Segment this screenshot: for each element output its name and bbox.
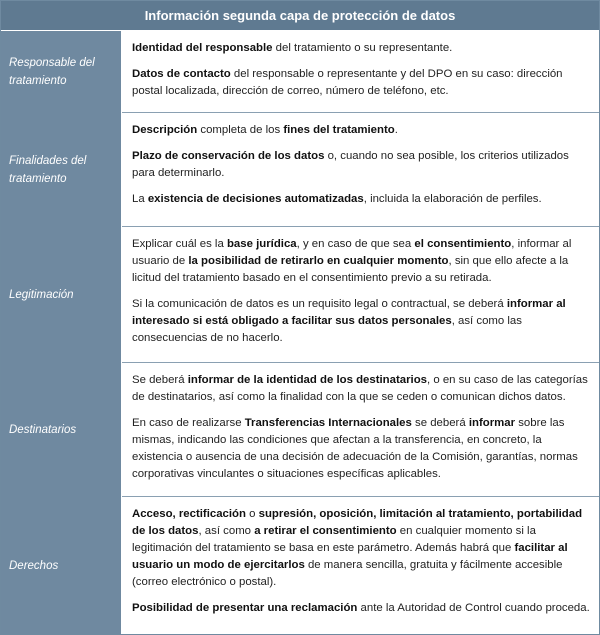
- paragraph: [132, 506, 591, 591]
- paragraph: [132, 40, 591, 57]
- text: La: [132, 193, 148, 205]
- text: o: [245, 508, 259, 520]
- text: se deberá: [411, 417, 469, 429]
- bold-text: existencia de decisiones automatizadas: [147, 193, 364, 205]
- text: , informar al usuario de: [132, 238, 572, 267]
- bold-text: Posibilidad de presentar una reclamación: [132, 602, 358, 614]
- row-content: [122, 363, 599, 497]
- text: de manera sencilla, gratuita y fácilmente accesible (correo electrónico o postal).: [132, 559, 563, 588]
- table-title: Información segunda capa de protección de datos: [1, 1, 599, 31]
- text: completa de los: [197, 124, 284, 136]
- row-label: Derechos: [1, 497, 122, 634]
- row-content: [122, 227, 599, 363]
- bold-text: a retirar el consentimiento: [254, 525, 397, 537]
- paragraph: [132, 415, 591, 483]
- text: , sin que ello afecte a la licitud del tratamiento basado en el consentimiento previo a su retirada.: [132, 255, 569, 284]
- text: , incluida la elaboración de perfiles.: [363, 193, 542, 205]
- text: Explicar cuál es la: [132, 238, 227, 250]
- text: Si la comunicación de datos es un requisito legal o contractual, se deberá: [132, 298, 507, 310]
- row-label: Responsable del tratamiento: [1, 31, 122, 113]
- text: en cualquier momento si la legitimación del tratamiento se basa en este parámetro. Además habrá que: [132, 525, 536, 554]
- bold-text: informar: [468, 417, 516, 429]
- text: En caso de realizarse: [132, 417, 245, 429]
- text: .: [394, 124, 398, 136]
- text: , así como las consecuencias de no hacerlo.: [132, 315, 522, 344]
- bold-text: Plazo de conservación de los datos: [132, 150, 325, 162]
- text: del tratamiento o su representante.: [272, 42, 453, 54]
- paragraph: [132, 122, 591, 139]
- text: sobre las mismas, indicando las condiciones que afectan a la transferencia, en concreto, la existencia o ausencia de una decisión de adecuación de la Comisión, garantías, normas corporativas vinculantes o situaciones específicas aplicables.: [132, 417, 578, 480]
- text: Se deberá: [132, 374, 188, 386]
- table-row-finalidades: [1, 113, 599, 227]
- bold-text: informar de la identidad de los destinatarios: [187, 374, 427, 386]
- table-row-legitimacion: [1, 227, 599, 363]
- bold-text: facilitar al usuario un modo de ejercitarlos: [132, 542, 568, 571]
- bold-text: base jurídica: [226, 238, 297, 250]
- paragraph: [132, 191, 591, 208]
- table-row-derechos: [1, 497, 599, 634]
- paragraph: [132, 236, 591, 287]
- paragraph: [132, 372, 591, 406]
- row-content: [122, 497, 599, 634]
- row-label: Finalidades del tratamiento: [1, 113, 122, 227]
- table-row-responsable: [1, 31, 599, 113]
- text: ante la Autoridad de Control cuando proceda.: [357, 602, 590, 614]
- text: , y en caso de que sea: [296, 238, 415, 250]
- bold-text: informar al interesado si está obligado a facilitar sus datos personales: [132, 298, 566, 327]
- paragraph: [132, 296, 591, 347]
- paragraph: [132, 148, 591, 182]
- bold-text: Transferencias Internacionales: [244, 417, 412, 429]
- table-row-destinatarios: [1, 363, 599, 497]
- text: o, cuando no sea posible, los criterios utilizados para determinarlo.: [132, 150, 569, 179]
- bold-text: fines del tratamiento: [283, 124, 395, 136]
- bold-text: la posibilidad de retirarlo en cualquier momento: [188, 255, 449, 267]
- paragraph: [132, 66, 591, 100]
- text: , o en su caso de las categorías de destinatarios, así como la finalidad con la que se ceden o comunican dichos datos.: [132, 374, 588, 403]
- bold-text: Identidad del responsable: [132, 42, 273, 54]
- row-label: Destinatarios: [1, 363, 122, 497]
- text: , así como: [198, 525, 255, 537]
- bold-text: Datos de contacto: [132, 68, 231, 80]
- bold-text: supresión, oposición, limitación al tratamiento, portabilidad de los datos: [132, 508, 583, 537]
- bold-text: Acceso, rectificación: [132, 508, 246, 520]
- row-label: Legitimación: [1, 227, 122, 363]
- row-content: [122, 31, 599, 113]
- row-content: [122, 113, 599, 227]
- paragraph: [132, 600, 591, 617]
- text: del responsable o representante y del DPO en su caso: dirección postal localizada, dirección de correo, número de teléfono, etc.: [132, 68, 563, 97]
- bold-text: el consentimiento: [414, 238, 512, 250]
- bold-text: Descripción: [132, 124, 198, 136]
